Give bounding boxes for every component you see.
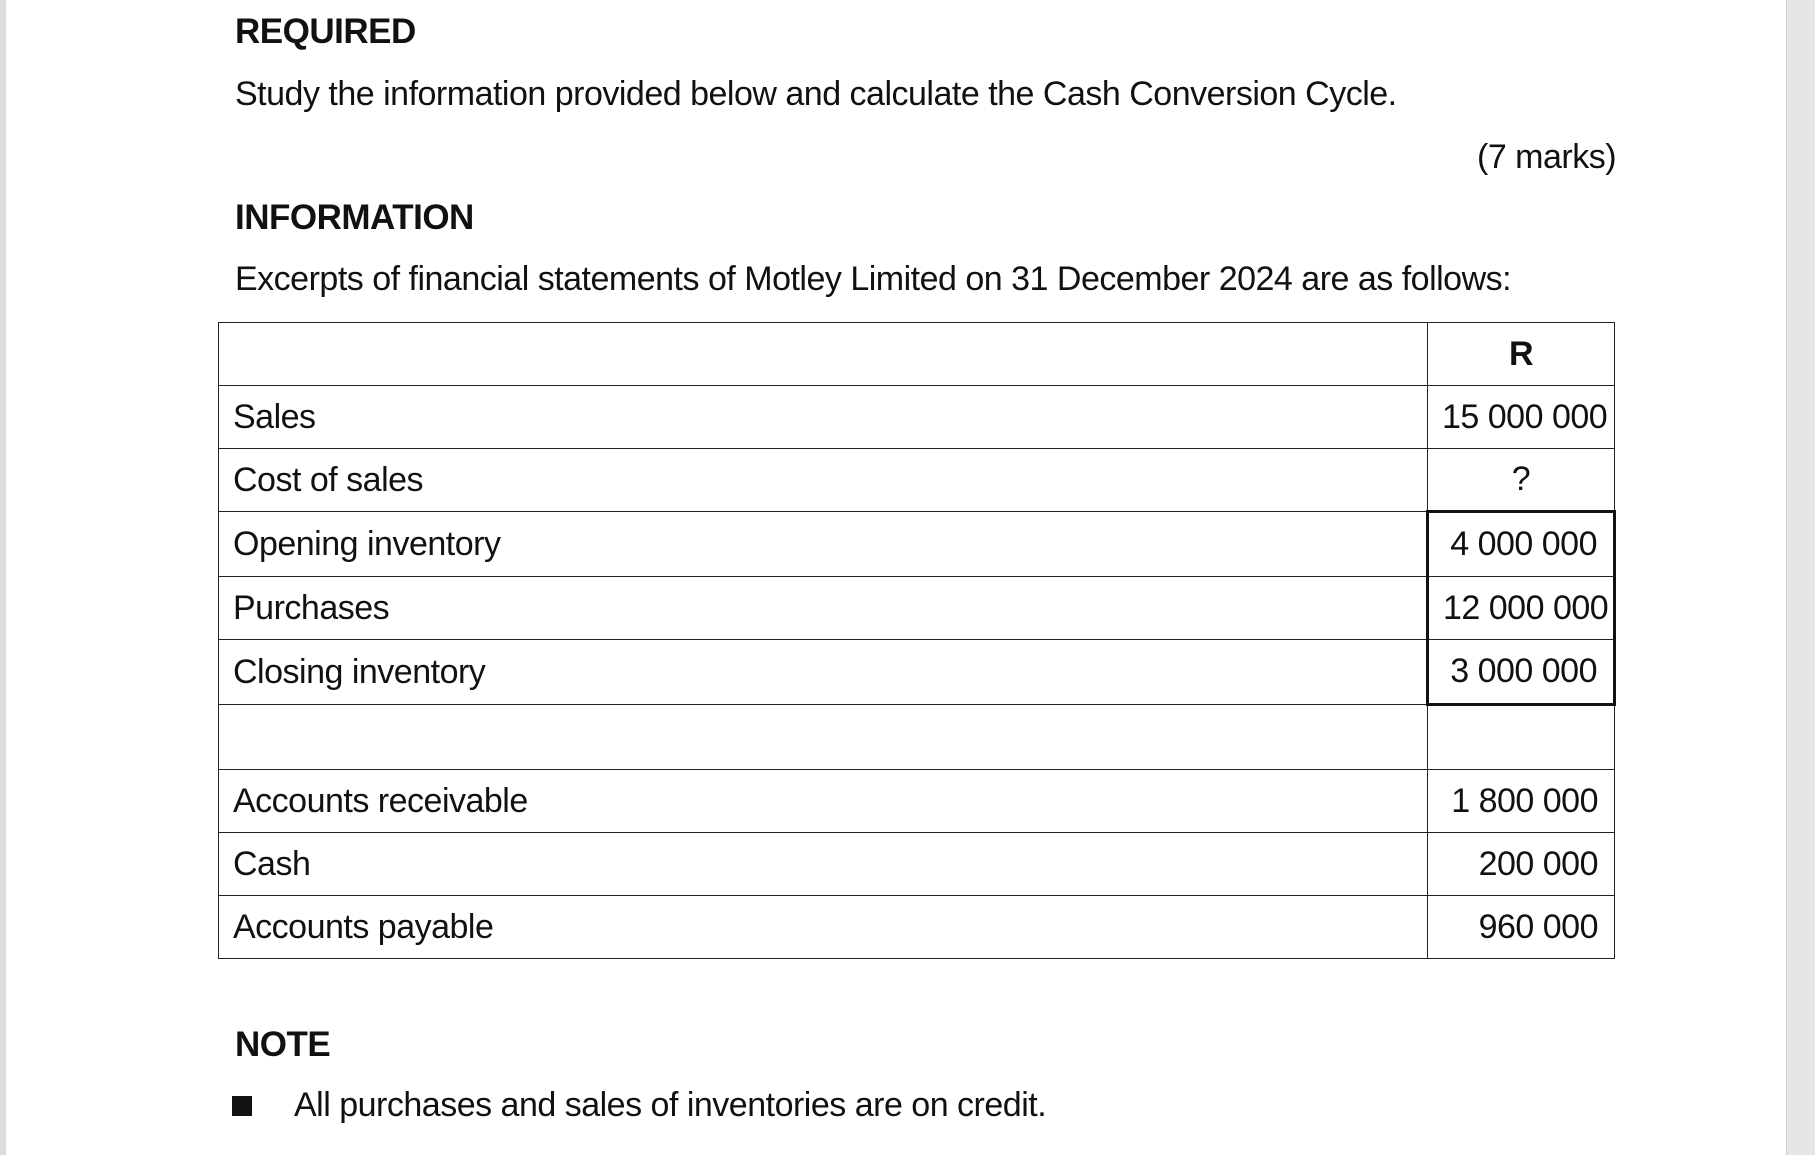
table-row [219, 577, 1615, 640]
row-amount: ? [1428, 449, 1615, 512]
row-label: Purchases [219, 577, 1428, 640]
row-label: Cost of sales [219, 449, 1428, 512]
table-row [219, 386, 1615, 449]
row-label: Closing inventory [219, 640, 1428, 705]
row-label: Cash [219, 833, 1428, 896]
row-amount: 960 000 [1428, 896, 1615, 959]
table-row [219, 833, 1615, 896]
row-amount: 12 000 000 [1428, 577, 1615, 640]
question-instruction: Study the information provided below and calculate the Cash Conversion Cycle. [235, 75, 1397, 113]
row-label: Accounts receivable [219, 770, 1428, 833]
table-row [219, 512, 1615, 577]
row-label: Opening inventory [219, 512, 1428, 577]
table-row [219, 449, 1615, 512]
table-row-empty [219, 705, 1615, 770]
financial-statement-table [218, 322, 1616, 959]
required-heading: REQUIRED [235, 12, 416, 51]
row-amount: 3 000 000 [1428, 640, 1615, 705]
table-row [219, 640, 1615, 705]
square-bullet-icon [232, 1096, 252, 1116]
marks-allocation: (7 marks) [1477, 138, 1617, 176]
note-heading: NOTE [235, 1025, 331, 1064]
table-row [219, 770, 1615, 833]
header-label-cell [219, 323, 1428, 386]
currency-header-cell: R [1428, 323, 1615, 386]
information-heading: INFORMATION [235, 198, 474, 237]
row-label: Accounts payable [219, 896, 1428, 959]
viewer-right-margin [1786, 0, 1815, 1155]
row-amount: 1 800 000 [1428, 770, 1615, 833]
table-row [219, 896, 1615, 959]
row-label: Sales [219, 386, 1428, 449]
table-header-row [219, 323, 1615, 386]
note-item: All purchases and sales of inventories are on credit. [294, 1086, 1047, 1124]
row-amount [1428, 705, 1615, 770]
row-label [219, 705, 1428, 770]
information-intro: Excerpts of financial statements of Motley Limited on 31 December 2024 are as follows: [235, 260, 1512, 298]
row-amount: 200 000 [1428, 833, 1615, 896]
row-amount: 15 000 000 [1428, 386, 1615, 449]
row-amount: 4 000 000 [1428, 512, 1615, 577]
